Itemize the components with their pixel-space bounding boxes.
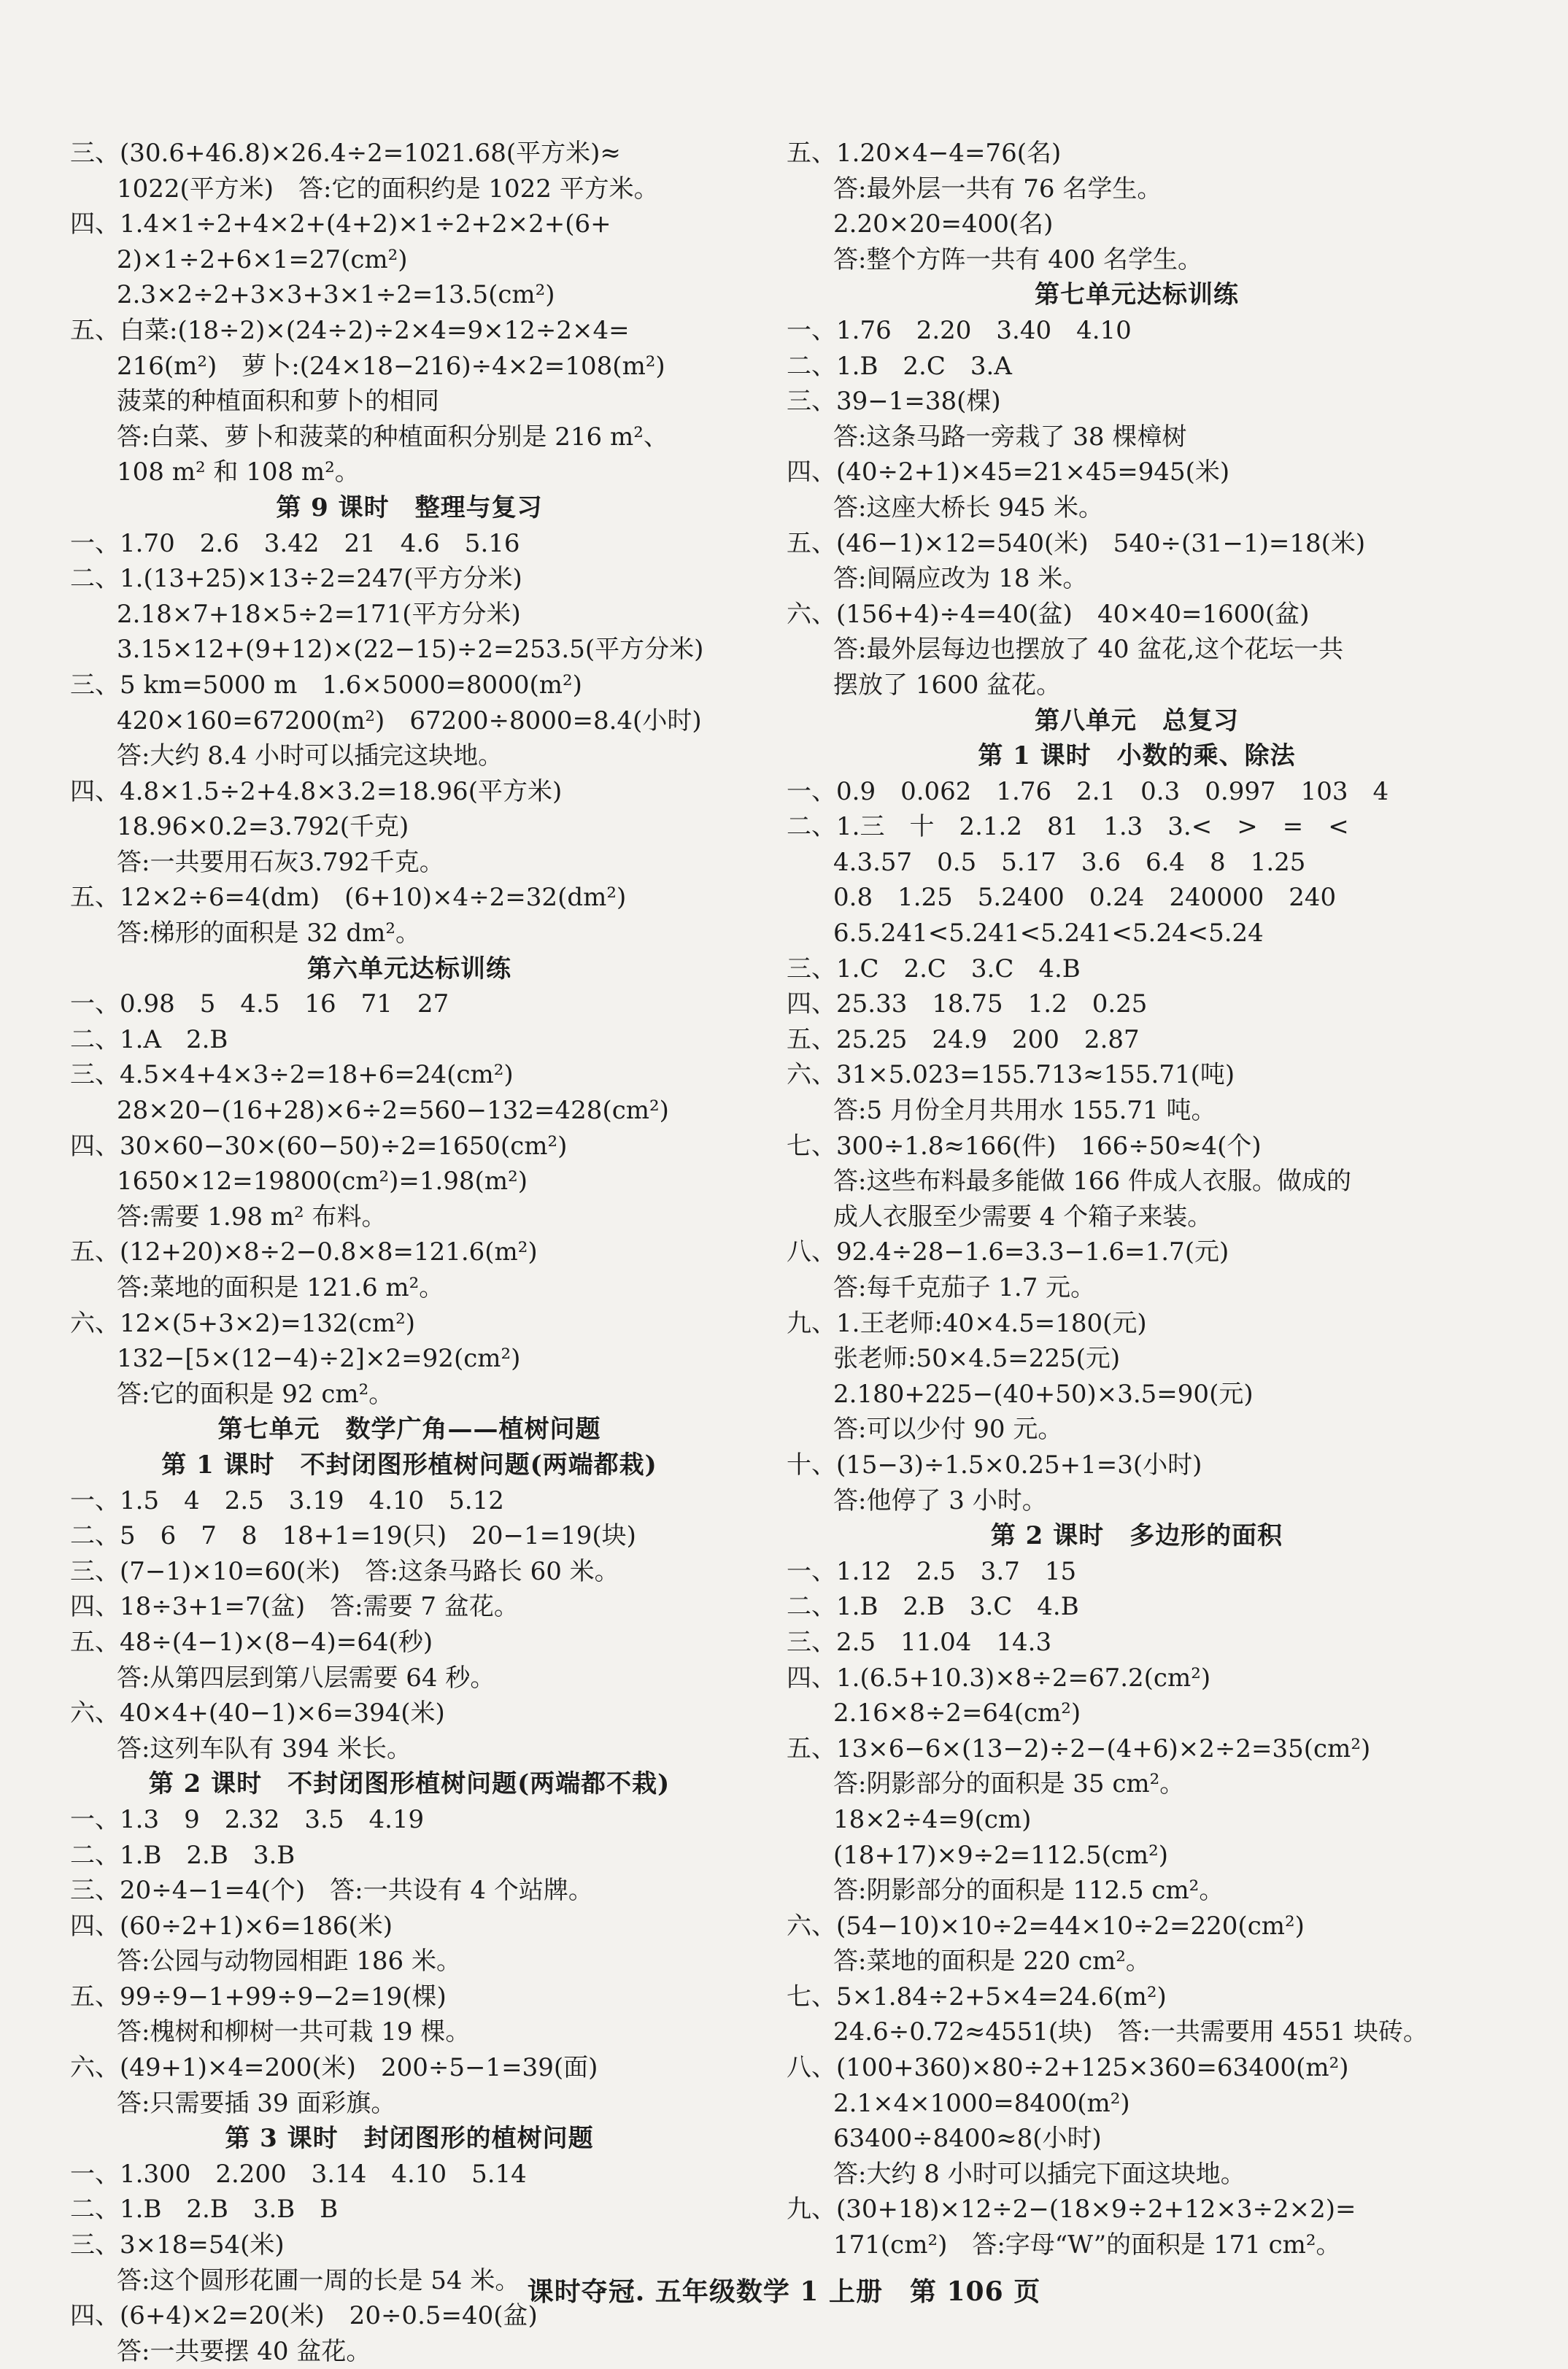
answer-line: 答:间隔应改为 18 米。 — [833, 564, 1088, 594]
answer-line: 2.180+225−(40+50)×3.5=90(元) — [833, 1379, 1254, 1409]
answer-line: 三、3×18=54(米) — [70, 2230, 285, 2260]
answer-line: 十、(15−3)÷1.5×0.25+1=3(小时) — [787, 1450, 1202, 1480]
answer-line: 答:公园与动物园相距 186 米。 — [117, 1947, 461, 1976]
answer-line: 二、1.A 2.B — [70, 1024, 228, 1054]
answer-line: 0.8 1.25 5.2400 0.24 240000 240 — [833, 883, 1337, 913]
answer-line: 二、1.B 2.C 3.A — [787, 351, 1012, 381]
answer-line: 六、31×5.023=155.713≈155.71(吨) — [787, 1060, 1235, 1090]
answer-line: 九、1.王老师:40×4.5=180(元) — [787, 1308, 1147, 1338]
section-heading: 第八单元 总复习 — [1035, 706, 1239, 735]
answer-line: 八、92.4÷28−1.6=3.3−1.6=1.7(元) — [787, 1237, 1229, 1267]
answer-line: 四、30×60−30×(60−50)÷2=1650(cm²) — [70, 1131, 568, 1161]
answer-line: 答:这条马路一旁栽了 38 棵樟树 — [833, 422, 1187, 452]
answer-line: 一、1.76 2.20 3.40 4.10 — [787, 315, 1132, 345]
answer-line: 1022(平方米) 答:它的面积约是 1022 平方米。 — [117, 174, 659, 204]
answer-line: 二、1.B 2.B 3.B B — [70, 2195, 339, 2225]
answer-line: 菠菜的种植面积和萝卜的相同 — [117, 387, 439, 417]
answer-line: 答:阴影部分的面积是 35 cm²。 — [833, 1769, 1185, 1799]
answer-line: 五、1.20×4−4=76(名) — [787, 139, 1062, 168]
answer-line: 2.18×7+18×5÷2=171(平方分米) — [117, 599, 521, 629]
answer-line: 三、2.5 11.04 14.3 — [787, 1627, 1052, 1657]
answer-line: 一、0.98 5 4.5 16 71 27 — [70, 989, 449, 1019]
answer-line: 2.20×20=400(名) — [833, 209, 1054, 239]
answer-line: 三、1.C 2.C 3.C 4.B — [787, 954, 1081, 983]
answer-line: 答:整个方阵一共有 400 名学生。 — [833, 244, 1202, 274]
answer-line: 3.15×12+(9+12)×(22−15)÷2=253.5(平方分米) — [117, 635, 704, 665]
section-heading: 第 9 课时 整理与复习 — [276, 492, 543, 522]
section-heading: 第 2 课时 不封闭图形植树问题(两端都不栽) — [148, 1769, 671, 1799]
answer-line: 2.16×8÷2=64(cm²) — [833, 1699, 1081, 1728]
answer-line: 18.96×0.2=3.792(千克) — [117, 812, 409, 842]
answer-line: 三、(30.6+46.8)×26.4÷2=1021.68(平方米)≈ — [70, 139, 621, 168]
answer-line: 答:阴影部分的面积是 112.5 cm²。 — [833, 1876, 1224, 1906]
answer-line: 答:这个圆形花圃一周的长是 54 米。 — [117, 2265, 520, 2295]
answer-line: 答:大约 8.4 小时可以插完这块地。 — [117, 741, 503, 771]
answer-line: 三、(7−1)×10=60(米) 答:这条马路长 60 米。 — [70, 1556, 619, 1586]
answer-line: 五、99÷9−1+99÷9−2=19(棵) — [70, 1982, 447, 2011]
answer-line: 6.5.241<5.241<5.241<5.24<5.24 — [833, 919, 1264, 948]
answer-line: 四、4.8×1.5÷2+4.8×3.2=18.96(平方米) — [70, 776, 563, 806]
answer-line: 一、1.12 2.5 3.7 15 — [787, 1556, 1077, 1586]
answer-line: 一、1.300 2.200 3.14 4.10 5.14 — [70, 2159, 527, 2189]
section-heading: 第 2 课时 多边形的面积 — [990, 1521, 1283, 1551]
answer-line: 答:菜地的面积是 121.6 m²。 — [117, 1273, 444, 1302]
answer-line: 一、1.70 2.6 3.42 21 4.6 5.16 — [70, 528, 520, 558]
answer-line: 成人衣服至少需要 4 个箱子来装。 — [833, 1202, 1213, 1232]
answer-line: 一、0.9 0.062 1.76 2.1 0.3 0.997 103 4 — [787, 776, 1389, 806]
answer-line: 二、5 6 7 8 18+1=19(只) 20−1=19(块) — [70, 1521, 636, 1551]
answer-line: 四、18÷3+1=7(盆) 答:需要 7 盆花。 — [70, 1592, 519, 1622]
section-heading: 第七单元达标训练 — [1035, 280, 1239, 310]
answer-line: 五、12×2÷6=4(dm) (6+10)×4÷2=32(dm²) — [70, 883, 627, 913]
answer-line: 九、(30+18)×12÷2−(18×9÷2+12×3÷2×2)= — [787, 2195, 1356, 2225]
answer-line: 四、(40÷2+1)×45=21×45=945(米) — [787, 457, 1230, 487]
answer-line: 108 m² 和 108 m²。 — [117, 457, 360, 487]
answer-line: 二、1.(13+25)×13÷2=247(平方分米) — [70, 564, 522, 594]
page-footer: 课时夺冠. 五年级数学 1 上册 第 106 页 — [527, 2276, 1041, 2307]
answer-line: 1650×12=19800(cm²)=1.98(m²) — [117, 1167, 528, 1197]
answer-line: 三、39−1=38(棵) — [787, 387, 1001, 417]
right-column — [787, 136, 1487, 2263]
answer-line: 答:这些布料最多能做 166 件成人衣服。做成的 — [833, 1167, 1351, 1197]
answer-line: 2.1×4×1000=8400(m²) — [833, 2088, 1130, 2118]
answer-line: 张老师:50×4.5=225(元) — [833, 1344, 1121, 1374]
answer-line: 答:从第四层到第八层需要 64 秒。 — [117, 1663, 495, 1693]
answer-line: 18×2÷4=9(cm) — [833, 1804, 1032, 1834]
section-heading: 第 1 课时 不封闭图形植树问题(两端都栽) — [161, 1450, 657, 1480]
answer-line: 二、1.B 2.B 3.B — [70, 1840, 296, 1870]
answer-line: 三、5 km=5000 m 1.6×5000=8000(m²) — [70, 670, 582, 700]
answer-line: 答:梯形的面积是 32 dm²。 — [117, 919, 420, 948]
answer-line: 答:5 月份全月共用水 155.71 吨。 — [833, 1096, 1216, 1126]
answer-line: 答:一共要摆 40 盆花。 — [117, 2336, 371, 2366]
answer-line: 2.3×2÷2+3×3+3×1÷2=13.5(cm²) — [117, 280, 555, 310]
answer-line: 答:大约 8 小时可以插完下面这块地。 — [833, 2159, 1245, 2189]
answer-line: 4.3.57 0.5 5.17 3.6 6.4 8 1.25 — [833, 847, 1306, 877]
answer-line: 132−[5×(12−4)÷2]×2=92(cm²) — [117, 1344, 521, 1374]
section-heading: 第六单元达标训练 — [307, 954, 511, 983]
answer-line: 三、20÷4−1=4(个) 答:一共设有 4 个站牌。 — [70, 1876, 593, 1906]
answer-line: 答:只需要插 39 面彩旗。 — [117, 2088, 396, 2118]
answer-line: 五、25.25 24.9 200 2.87 — [787, 1024, 1140, 1054]
answer-line: 答:槐树和柳树一共可栽 19 棵。 — [117, 2017, 471, 2047]
answer-line: 摆放了 1600 盆花。 — [833, 670, 1062, 700]
answer-line: 2)×1÷2+6×1=27(cm²) — [117, 244, 408, 274]
answer-line: 五、白菜:(18÷2)×(24÷2)÷2×4=9×12÷2×4= — [70, 315, 630, 345]
answer-line: 四、(6+4)×2=20(米) 20÷0.5=40(盆) — [70, 2301, 538, 2331]
answer-line: 六、(49+1)×4=200(米) 200÷5−1=39(面) — [70, 2053, 598, 2083]
left-column — [70, 136, 749, 2369]
answer-line: 一、1.5 4 2.5 3.19 4.10 5.12 — [70, 1485, 504, 1515]
answer-line: 四、1.(6.5+10.3)×8÷2=67.2(cm²) — [787, 1663, 1211, 1693]
answer-line: (18+17)×9÷2=112.5(cm²) — [833, 1840, 1169, 1870]
answer-line: 答:可以少付 90 元。 — [833, 1415, 1063, 1445]
answer-line: 答:这列车队有 394 米长。 — [117, 1734, 412, 1763]
answer-line: 答:最外层一共有 76 名学生。 — [833, 174, 1162, 204]
answer-line: 答:白菜、萝卜和菠菜的种植面积分别是 216 m²、 — [117, 422, 668, 452]
answer-line: 五、48÷(4−1)×(8−4)=64(秒) — [70, 1627, 433, 1657]
answer-line: 答:需要 1.98 m² 布料。 — [117, 1202, 387, 1232]
answer-line: 63400÷8400≈8(小时) — [833, 2124, 1102, 2154]
answer-line: 五、(12+20)×8÷2−0.8×8=121.6(m²) — [70, 1237, 538, 1267]
answer-line: 六、(156+4)÷4=40(盆) 40×40=1600(盆) — [787, 599, 1310, 629]
answer-line: 答:这座大桥长 945 米。 — [833, 492, 1103, 522]
answer-line: 五、(46−1)×12=540(米) 540÷(31−1)=18(米) — [787, 528, 1366, 558]
answer-line: 答:最外层每边也摆放了 40 盆花,这个花坛一共 — [833, 635, 1344, 665]
answer-line: 24.6÷0.72≈4551(块) 答:一共需要用 4551 块砖。 — [833, 2017, 1429, 2047]
answer-line: 四、1.4×1÷2+4×2+(4+2)×1÷2+2×2+(6+ — [70, 209, 611, 239]
answer-line: 420×160=67200(m²) 67200÷8000=8.4(小时) — [117, 706, 702, 735]
section-heading: 第 1 课时 小数的乘、除法 — [978, 741, 1296, 771]
answer-line: 六、40×4+(40−1)×6=394(米) — [70, 1699, 445, 1728]
section-heading: 第 3 课时 封闭图形的植树问题 — [225, 2124, 594, 2154]
answer-line: 八、(100+360)×80÷2+125×360=63400(m²) — [787, 2053, 1349, 2083]
answer-line: 七、5×1.84÷2+5×4=24.6(m²) — [787, 1982, 1167, 2011]
answer-line: 一、1.3 9 2.32 3.5 4.19 — [70, 1804, 425, 1834]
answer-line: 六、12×(5+3×2)=132(cm²) — [70, 1308, 415, 1338]
section-heading: 第七单元 数学广角——植树问题 — [217, 1415, 601, 1445]
answer-line: 二、1.三 十 2.1.2 81 1.3 3.< > = < — [787, 812, 1349, 842]
answer-line: 28×20−(16+28)×6÷2=560−132=428(cm²) — [117, 1096, 669, 1126]
answer-line: 答:他停了 3 小时。 — [833, 1485, 1047, 1515]
answer-line: 六、(54−10)×10÷2=44×10÷2=220(cm²) — [787, 1911, 1305, 1941]
answer-line: 答:菜地的面积是 220 cm²。 — [833, 1947, 1151, 1976]
answer-line: 四、25.33 18.75 1.2 0.25 — [787, 989, 1148, 1019]
answer-line: 三、4.5×4+4×3÷2=18+6=24(cm²) — [70, 1060, 514, 1090]
answer-line: 七、300÷1.8≈166(件) 166÷50≈4(个) — [787, 1131, 1262, 1161]
answer-line: 四、(60÷2+1)×6=186(米) — [70, 1911, 393, 1941]
answer-line: 五、13×6−6×(13−2)÷2−(4+6)×2÷2=35(cm²) — [787, 1734, 1371, 1763]
answer-line: 答:每千克茄子 1.7 元。 — [833, 1273, 1096, 1302]
answer-line: 171(cm²) 答:字母“W”的面积是 171 cm²。 — [833, 2230, 1341, 2260]
answer-line: 216(m²) 萝卜:(24×18−216)÷4×2=108(m²) — [117, 351, 665, 381]
answer-line: 答:一共要用石灰3.792千克。 — [117, 847, 444, 877]
answer-line: 二、1.B 2.B 3.C 4.B — [787, 1592, 1079, 1622]
answer-line: 答:它的面积是 92 cm²。 — [117, 1379, 394, 1409]
